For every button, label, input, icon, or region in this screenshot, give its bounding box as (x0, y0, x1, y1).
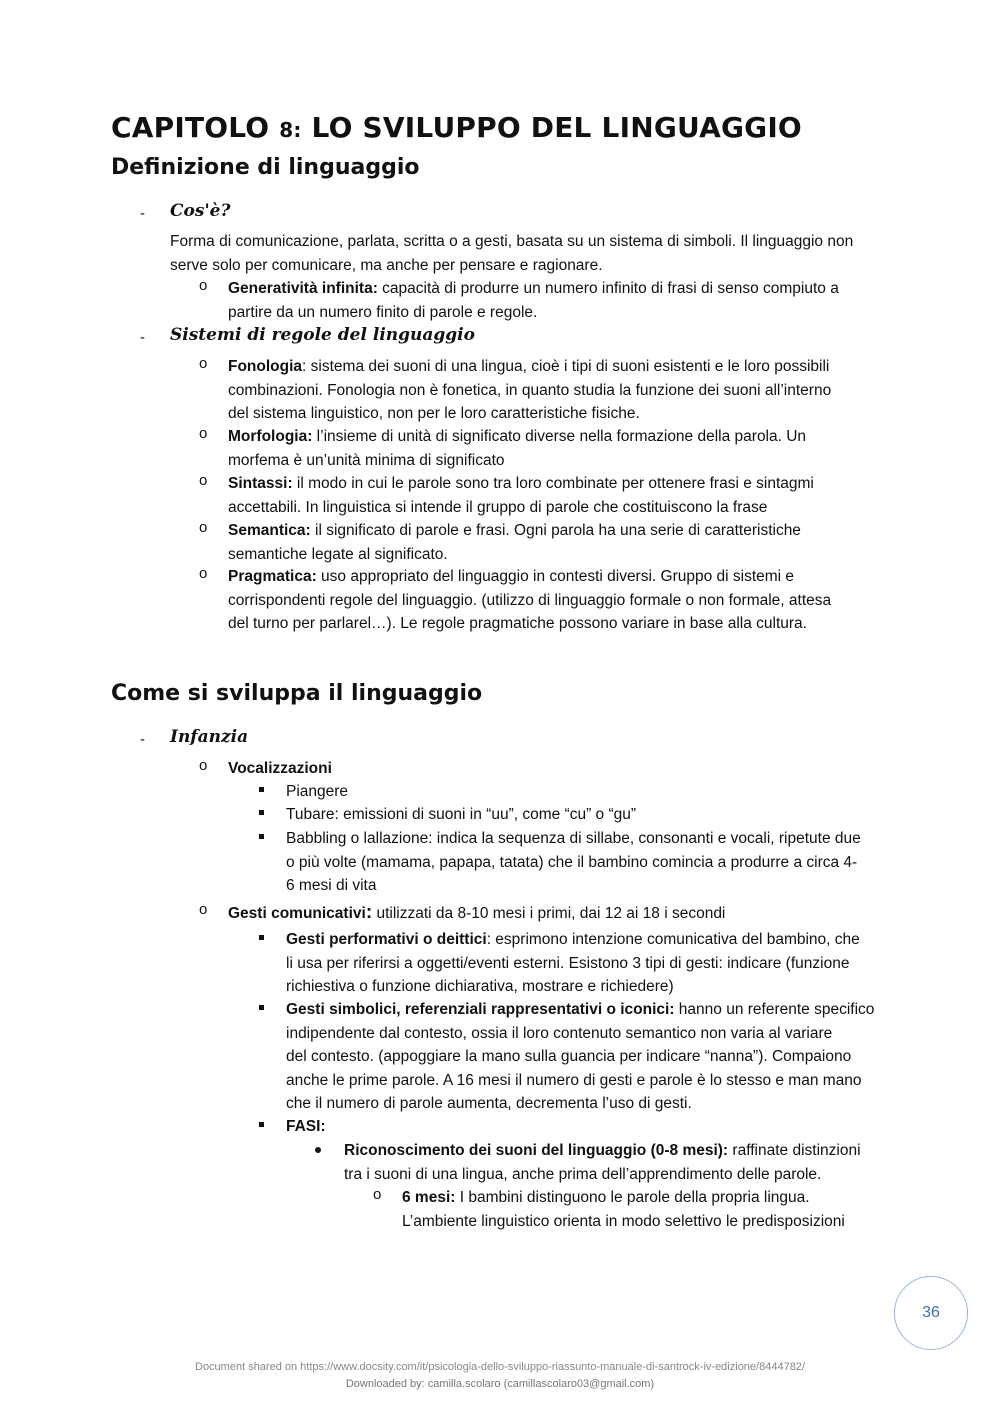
circle-marker: o (199, 355, 208, 372)
list-item-generativita: Generatività infinita: capacità di produrre un numero infinito di frasi di senso compiuto a partire da un numero finito di parole e regole. (228, 280, 839, 321)
list-item-sintassi: Sintassi: il modo in cui le parole sono tra loro combinate per ottenere frasi e sintagmi accettabili. In linguistica si intende il gruppo di parole che costituiscono la frase (228, 475, 814, 516)
gesti-performativi: Gesti performativi o deittici: esprimono intenzione comunicativa del bambino, che li usa per riferirsi a oggetti/eventi esterni. Esistono 3 tipi di gesti: indicare (funzione richiestiva o funzione dichiarativa, mostrare e richiedere) (286, 931, 860, 995)
page-number: 36 (922, 1304, 940, 1321)
vocal-item-piangere: Piangere (286, 783, 349, 800)
list-item-pragmatica: Pragmatica: uso appropriato del linguaggio in contesti diversi. Gruppo di sistemi e corrispondenti regole del linguaggio. (utilizzo di linguaggio formale o non formale, attesa del turno per parlarel…). Le regole pragmatiche possono variare in base alla cultura. (228, 568, 832, 632)
circle-marker: o (373, 1186, 382, 1203)
vocal-item-tubare: Tubare: emissioni di suoni in “uu”, come “cu” o “gu” (286, 806, 637, 823)
fase-riconoscimento: Riconoscimento dei suoni del linguaggio (0-8 mesi): raffinate distinzioni tra i suoni di una lingua, anche prima dell’apprendimento delle parole. (344, 1142, 861, 1183)
square-bullet (259, 787, 264, 792)
square-bullet (259, 1122, 264, 1127)
footer-shared: Document shared on https://www.docsity.com/it/psicologia-dello-sviluppo-riassunto-manuale-di-santrock-iv-edizione/8444782/ (195, 1361, 805, 1373)
circle-marker: o (199, 472, 208, 489)
subheading-infanzia: Infanzia (170, 727, 249, 747)
chapter-title: CAPITOLO 8: LO SVILUPPO DEL LINGUAGGIO (111, 111, 802, 144)
circle-marker: o (199, 757, 208, 774)
cose-paragraph: Forma di comunicazione, parlata, scritta o a gesti, basata su un sistema di simboli. Il linguaggio non serve solo per comunicare, ma anche per pensare e ragionare. (170, 233, 854, 274)
list-item-morfologia: Morfologia: l’insieme di unità di significato diverse nella formazione della parola. Un morfema è un’unità minima di significato (228, 428, 807, 469)
circle-marker: o (199, 277, 208, 294)
circle-marker: o (199, 901, 208, 918)
square-bullet (259, 935, 264, 940)
square-bullet (259, 810, 264, 815)
square-bullet (259, 834, 264, 839)
circle-marker: o (199, 425, 208, 442)
gesti-comunicativi: Gesti comunicativi: utilizzati da 8-10 mesi i primi, dai 12 ai 18 i secondi (228, 902, 726, 923)
subheading-cose: Cos'è? (170, 201, 231, 221)
list-item-semantica: Semantica: il significato di parole e frasi. Ogni parola ha una serie di caratteristiche semantiche legate al significato. (228, 522, 801, 563)
footer-downloaded: Downloaded by: camilla.scolaro (camillascolaro03@gmail.com) (345, 1378, 655, 1390)
square-bullet (259, 1005, 264, 1010)
dash-marker: - (140, 731, 145, 748)
subheading-sistemi: Sistemi di regole del linguaggio (170, 325, 475, 345)
circle-marker: o (199, 565, 208, 582)
round-bullet (315, 1147, 321, 1153)
vocal-item-babbling: Babbling o lallazione: indica la sequenza di sillabe, consonanti e vocali, ripetute due o più volte (mamama, papapa, tatata) che il bambino comincia a produrre a circa 4- 6 mesi di vita (286, 830, 861, 894)
gesti-simbolici: Gesti simbolici, referenziali rappresentativi o iconici: hanno un referente specifico indipendente dal contesto, ossia il loro contenuto semantico non varia al variare del contesto. (appoggiare la mano sulla guancia per indicare “nanna”). Compaiono anche le prime parole. A 16 mesi il numero di gesti e parole è lo stesso e man mano che il numero di parole aumenta, decrementa l’uso di gesti. (286, 1001, 875, 1112)
list-item-fonologia: Fonologia: sistema dei suoni di una lingua, cioè i tipi di suoni esistenti e le loro possibili combinazioni. Fonologia non è fonetica, in quanto studia la funzione dei suoni all’interno del sistema linguistico, non per le loro caratteristiche fisiche. (228, 358, 832, 422)
dash-marker: - (140, 205, 145, 222)
circle-marker: o (199, 519, 208, 536)
fasi-label: FASI: (286, 1118, 326, 1135)
section-title-definizione: Definizione di linguaggio (111, 155, 420, 180)
page-number-badge (894, 1276, 968, 1350)
dash-marker: - (140, 329, 145, 346)
vocalizzazioni-title: Vocalizzazioni (228, 760, 332, 777)
fase-6-mesi: 6 mesi: I bambini distinguono le parole della propria lingua. L’ambiente linguistico orienta in modo selettivo le predisposizioni (402, 1189, 845, 1230)
section-title-sviluppo: Come si sviluppa il linguaggio (111, 681, 483, 706)
